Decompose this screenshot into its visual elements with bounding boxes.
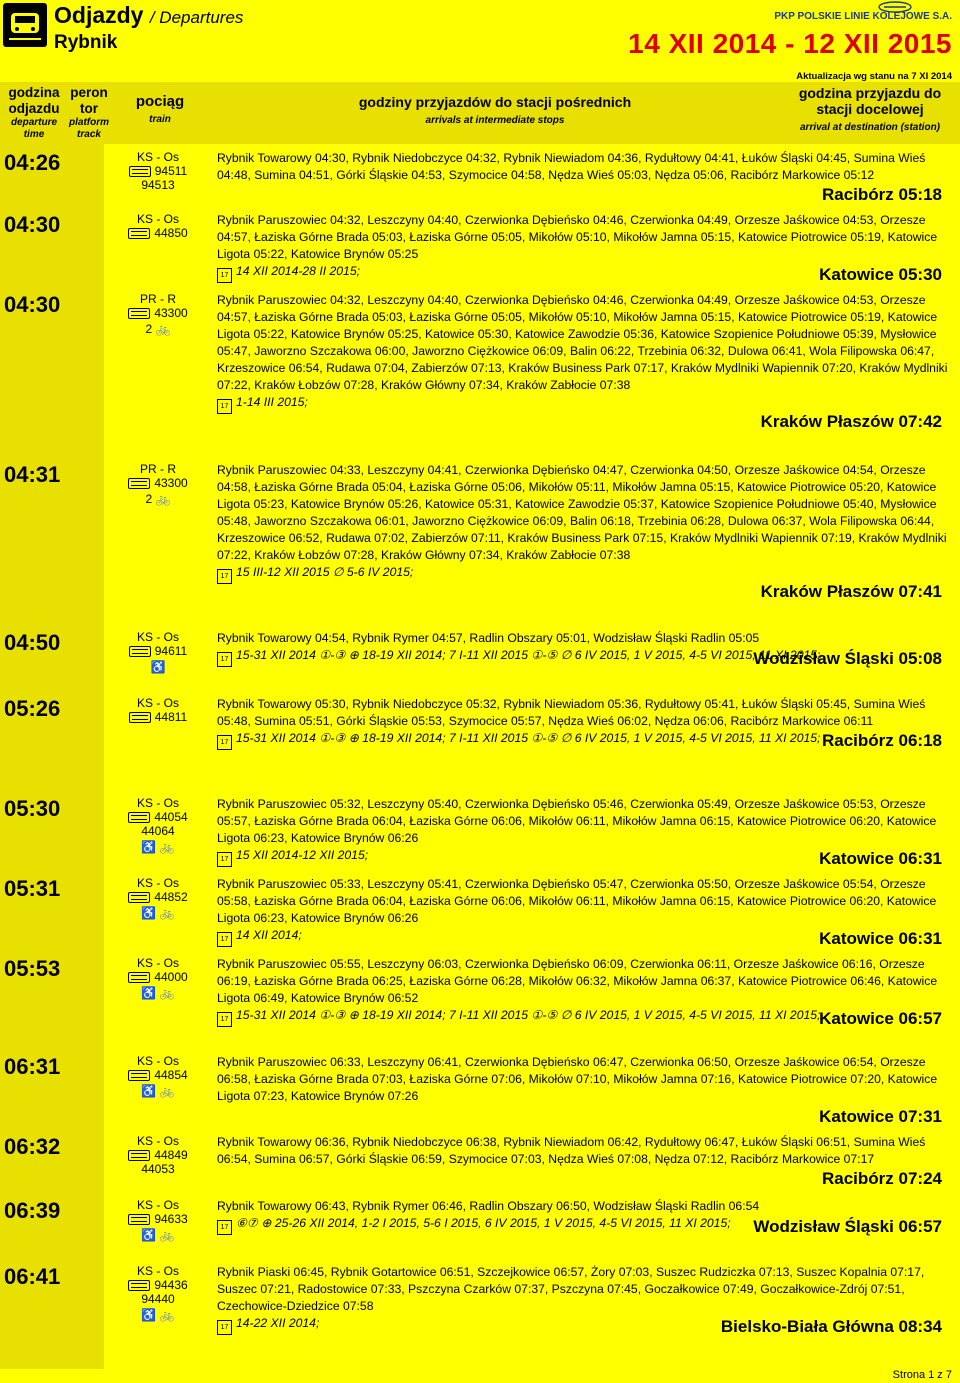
train-info xyxy=(106,956,210,1000)
departure-time: 06:41 xyxy=(4,1264,61,1289)
calendar-icon: 17 xyxy=(217,735,232,750)
stops-text: Rybnik Towarowy 06:43, Rybnik Rymer 06:46, Radlin Obszary 06:50, Wodzisław Śląski Radlin 06:54 xyxy=(217,1199,760,1213)
destination-arrival: Katowice 07:31 xyxy=(819,1107,942,1126)
stops-text: Rybnik Piaski 06:45, Rybnik Gotartowice 06:51, Szczejkowice 06:57, Żory 07:03, Suszec Rudziczka 07:13, Suszec Kopalnia 07:17, Suszec 07:21, Radostowice 07:33, Pszczyna Czarków 07:37, Pszczyna 07:45, Goczałkowice 07:49, Goczałkowice-Zdrój 07:51, Czechowice-Dziedzice 07:58 xyxy=(217,1265,925,1313)
stops-text: Rybnik Paruszowiec 04:32, Leszczyny 04:40, Czerwionka Dębieńsko 04:46, Czerwionka 04:49, Orzesze Jaśkowice 04:53, Orzesze 04:57, Łaziska Górne Brada 05:03, Łaziska Górne 05:05, Mikołów 05:10, Mikołów Jamna 05:15, Katowice Piotrowice 05:19, Katowice Ligota 05:22, Katowice Brynów 05:25 xyxy=(217,213,938,261)
stops-text: Rybnik Towarowy 06:36, Rybnik Niedobczyce 06:38, Rybnik Niewiadom 06:42, Rydułtowy 06:47, Łuków Śląski 06:51, Sumina Wieś 06:54, Sumina 06:57, Górki Śląskie 06:59, Szymocice 07:03, Nędza Wieś 07:08, Nędza 07:12, Racibórz Markowice 07:17 xyxy=(217,1135,926,1166)
train-info xyxy=(106,462,210,506)
departure-column-band xyxy=(0,144,104,1369)
intermediate-stops xyxy=(217,696,952,750)
train-icon xyxy=(128,478,150,489)
train-category: KS - Os xyxy=(136,1054,179,1068)
intermediate-stops xyxy=(217,1198,952,1235)
train-info xyxy=(106,292,210,336)
train-category: KS - Os xyxy=(136,630,179,644)
train-info xyxy=(106,796,210,854)
departure-time: 06:32 xyxy=(4,1134,61,1159)
stops-text: Rybnik Paruszowiec 04:32, Leszczyny 04:40, Czerwionka Dębieńsko 04:46, Czerwionka 04:49, Orzesze Jaśkowice 04:53, Orzesze 04:57, Łaziska Górne Brada 05:03, Łaziska Górne 05:05, Mikołów 05:10, Mikołów Jamna 05:15, Katowice Piotrowice 05:19, Katowice Ligota 05:22, Katowice Brynów 05:25, Katowice 05:30, Katowice Zawodzie 05:36, Katowice Szopienice Południowe 05:39, Mysłowice 05:47, Jaworzno Szczakowa 06:00, Jaworzno Ciężkowice 06:09, Balin 06:22, Trzebinia 06:32, Dulowa 06:41, Wola Filipowska 06:47, Krzeszowice 06:54, Rudawa 07:04, Zabierzów 07:13, Kraków Business Park 07:17, Kraków Mydlniki Wapiennik 07:20, Kraków Mydlniki 07:22, Kraków Łobzów 07:28, Kraków Główny 07:34, Kraków Zabłocie 07:38 xyxy=(217,293,948,392)
amenity-icons: ♿ 🚲 xyxy=(141,1084,175,1098)
train-number: 44852 xyxy=(154,890,188,904)
destination-arrival: Racibórz 05:18 xyxy=(822,185,942,204)
train-info xyxy=(106,150,210,194)
validity-note: 17 ⑥⑦ ⊕ 25-26 XII 2014, 1-2 I 2015, 5-6 I 2015, 6 IV 2015, 1 V 2015, 4-5 VI 2015, 11 XI 2015; xyxy=(217,1215,952,1235)
destination-arrival: Kraków Płaszów 07:42 xyxy=(760,412,942,431)
train-number: 43300 xyxy=(154,476,188,490)
validity-note: 17 15 III-12 XII 2015 ∅ 5-6 IV 2015; xyxy=(217,564,952,584)
calendar-icon: 17 xyxy=(217,652,232,667)
train-icon xyxy=(128,1070,150,1081)
stops-text: Rybnik Towarowy 04:54, Rybnik Rymer 04:57, Radlin Obszary 05:01, Wodzisław Śląski Radlin 05:05 xyxy=(217,631,760,645)
train-icon xyxy=(128,1214,150,1225)
train-number-2: 94513 xyxy=(141,178,175,192)
validity-note: 17 14 XII 2014; xyxy=(217,927,952,947)
departure-time: 04:30 xyxy=(4,292,61,317)
col-train: pociąg train xyxy=(135,93,185,125)
train-category: PR - R xyxy=(140,462,176,476)
intermediate-stops xyxy=(217,630,952,667)
stops-text: Rybnik Paruszowiec 04:33, Leszczyny 04:41, Czerwionka Dębieńsko 04:47, Czerwionka 04:50, Orzesze Jaśkowice 04:54, Orzesze 04:58, Łaziska Górne Brada 05:04, Łaziska Górne 05:06, Mikołów 05:11, Mikołów Jamna 05:15, Katowice Piotrowice 05:20, Katowice Ligota 05:23, Katowice Brynów 05:26, Katowice 05:31, Katowice Zawodzie 05:37, Katowice Szopienice Południowe 05:40, Mysłowice 05:48, Jaworzno Szczakowa 06:01, Jaworzno Ciężkowice 06:09, Balin 06:18, Trzebinia 06:28, Dulowa 06:37, Wola Filipowska 06:44, Krzeszowice 06:52, Rudawa 07:02, Zabierzów 07:11, Kraków Business Park 07:15, Kraków Mydlniki Wapiennik 07:19, Kraków Mydlniki 07:22, Kraków Łobzów 07:28, Kraków Główny 07:34, Kraków Zabłocie 07:38 xyxy=(217,463,947,562)
destination-arrival: Wodzisław Śląski 06:57 xyxy=(753,1217,942,1236)
train-icon xyxy=(128,1280,150,1291)
intermediate-stops xyxy=(217,150,952,204)
validity-note: 17 1-14 III 2015; xyxy=(217,394,952,414)
intermediate-stops xyxy=(217,876,952,947)
destination-arrival: Racibórz 07:24 xyxy=(822,1169,942,1188)
departure-time: 05:26 xyxy=(4,696,61,721)
destination-arrival: Racibórz 06:18 xyxy=(822,731,942,750)
departure-time: 04:30 xyxy=(4,212,61,237)
calendar-icon: 17 xyxy=(217,932,232,947)
destination-arrival: Katowice 05:30 xyxy=(819,265,942,284)
destination-arrival: Bielsko-Biała Główna 08:34 xyxy=(720,1317,942,1336)
train-number: 43300 xyxy=(154,306,188,320)
train-info xyxy=(106,630,210,674)
intermediate-stops xyxy=(217,956,952,1027)
train-info xyxy=(106,876,210,920)
amenity-icons: ♿ 🚲 xyxy=(141,906,175,920)
train-icon xyxy=(129,646,151,657)
train-number: 94511 xyxy=(154,164,188,178)
train-icon xyxy=(128,972,150,983)
page-number: Strona 1 z 7 xyxy=(892,1369,952,1381)
train-info xyxy=(106,212,210,242)
train-icon xyxy=(128,892,150,903)
calendar-icon: 17 xyxy=(217,569,232,584)
train-number: 44054 xyxy=(154,810,188,824)
amenity-icons: ♿ 🚲 xyxy=(141,1228,175,1242)
departure-time: 06:31 xyxy=(4,1054,61,1079)
stops-text: Rybnik Towarowy 04:30, Rybnik Niedobczyce 04:32, Rybnik Niewiadom 04:36, Rydułtowy 04:41, Łuków Śląski 04:45, Sumina Wieś 04:48, Sumina 04:51, Górki Śląskie 04:53, Szymocice 04:58, Nędza Wieś 05:03, Nędza 05:06, Racibórz Markowice 05:12 xyxy=(217,151,926,182)
calendar-icon: 17 xyxy=(217,1320,232,1335)
station-name: Rybnik xyxy=(54,32,118,53)
update-note: Aktualizacja wg stanu na 7 XI 2014 xyxy=(796,71,952,82)
train-info xyxy=(106,1264,210,1322)
train-logo-icon xyxy=(3,3,47,47)
train-icon xyxy=(128,228,150,239)
train-info xyxy=(106,696,210,726)
departure-time: 04:31 xyxy=(4,462,61,487)
train-number: 44854 xyxy=(154,1068,188,1082)
validity-note: 17 15-31 XII 2014 ①-③ ⊕ 18-19 XII 2014; 7 I-11 XII 2015 ①-⑤ ∅ 6 IV 2015, 1 V 2015, 4-5 VI 2015, 11 XI 2015; xyxy=(217,647,952,667)
page-title: Odjazdy / Departures xyxy=(54,2,244,28)
stops-text: Rybnik Paruszowiec 06:33, Leszczyny 06:41, Czerwionka Dębieńsko 06:47, Czerwionka 06:50, Orzesze Jaśkowice 06:54, Orzesze 06:58, Łaziska Górne Brada 07:03, Łaziska Górne 07:06, Mikołów 07:10, Mikołów Jamna 07:16, Katowice Piotrowice 07:20, Katowice Ligota 07:23, Katowice Brynów 07:26 xyxy=(217,1055,938,1103)
train-number: 44000 xyxy=(154,970,188,984)
departure-time: 04:26 xyxy=(4,150,61,175)
departure-time: 04:50 xyxy=(4,630,61,655)
intermediate-stops xyxy=(217,1054,952,1126)
train-number: 94611 xyxy=(154,644,188,658)
train-category: KS - Os xyxy=(136,796,179,810)
validity-note: 17 15-31 XII 2014 ①-③ ⊕ 18-19 XII 2014; 7 I-11 XII 2015 ①-⑤ ∅ 6 IV 2015, 1 V 2015, 4-5 VI 2015, 11 XI 2015; xyxy=(217,730,952,750)
train-number-2: 94440 xyxy=(141,1292,175,1306)
amenity-icons: ♿ 🚲 xyxy=(141,1308,175,1322)
train-number: 44849 xyxy=(154,1148,188,1162)
train-info xyxy=(106,1198,210,1242)
departure-time: 06:39 xyxy=(4,1198,61,1223)
train-category: PR - R xyxy=(140,292,176,306)
train-number: 44850 xyxy=(154,226,188,240)
intermediate-stops xyxy=(217,796,952,867)
departure-time: 05:30 xyxy=(4,796,61,821)
train-category: KS - Os xyxy=(136,150,179,164)
train-category: KS - Os xyxy=(136,1264,179,1278)
train-icon xyxy=(129,166,151,177)
intermediate-stops xyxy=(217,292,952,431)
train-number: 44811 xyxy=(154,710,188,724)
train-number-2: 44053 xyxy=(141,1162,175,1176)
train-number: 94436 xyxy=(154,1278,188,1292)
train-number: 94633 xyxy=(154,1212,188,1226)
train-icon xyxy=(128,812,150,823)
col-destination: godzina przyjazdu do stacji docelowej arrival at destination (station) xyxy=(798,85,942,133)
destination-arrival: Wodzisław Śląski 05:08 xyxy=(753,649,942,668)
train-info xyxy=(106,1054,210,1098)
amenity-icons: ♿ 🚲 xyxy=(141,986,175,1000)
train-icon xyxy=(129,712,151,723)
validity-note: 17 14 XII 2014-28 II 2015; xyxy=(217,263,952,283)
calendar-icon: 17 xyxy=(217,399,232,414)
stops-text: Rybnik Paruszowiec 05:32, Leszczyny 05:40, Czerwionka Dębieńsko 05:46, Czerwionka 05:49, Orzesze Jaśkowice 05:53, Orzesze 05:57, Łaziska Górne Brada 06:04, Łaziska Górne 06:06, Mikołów 06:11, Mikołów Jamna 06:15, Katowice Piotrowice 06:20, Katowice Ligota 06:23, Katowice Brynów 06:26 xyxy=(217,797,937,845)
departure-time: 05:31 xyxy=(4,876,61,901)
train-number-2: 44064 xyxy=(141,824,175,838)
amenity-icons: ♿ 🚲 xyxy=(141,840,175,854)
train-info xyxy=(106,1134,210,1178)
amenity-icons: ♿ xyxy=(150,660,166,674)
calendar-icon: 17 xyxy=(217,268,232,283)
train-category: KS - Os xyxy=(136,876,179,890)
train-icon xyxy=(128,1150,150,1161)
destination-arrival: Kraków Płaszów 07:41 xyxy=(760,582,942,601)
calendar-icon: 17 xyxy=(217,1012,232,1027)
stops-text: Rybnik Paruszowiec 05:33, Leszczyny 05:41, Czerwionka Dębieńsko 05:47, Czerwionka 05:50, Orzesze Jaśkowice 05:54, Orzesze 05:58, Łaziska Górne Brada 06:04, Łaziska Górne 06:06, Mikołów 06:11, Mikołów Jamna 06:15, Katowice Piotrowice 06:20, Katowice Ligota 06:23, Katowice Brynów 06:26 xyxy=(217,877,937,925)
col-stops: godziny przyjazdów do stacji pośrednich arrivals at intermediate stops xyxy=(358,94,632,126)
validity-note: 17 14-22 XII 2014; xyxy=(217,1315,952,1335)
calendar-icon: 17 xyxy=(217,852,232,867)
train-category: KS - Os xyxy=(136,956,179,970)
destination-arrival: Katowice 06:31 xyxy=(819,929,942,948)
validity-note: 17 15-31 XII 2014 ①-③ ⊕ 18-19 XII 2014; 7 I-11 XII 2015 ①-⑤ ∅ 6 IV 2015, 1 V 2015, 4-5 VI 2015, 11 XI 2015; xyxy=(217,1007,952,1027)
stops-text: Rybnik Towarowy 05:30, Rybnik Niedobczyce 05:32, Rybnik Niewiadom 05:36, Rydułtowy 05:41, Łuków Śląski 05:45, Sumina Wieś 05:48, Sumina 05:51, Górki Śląskie 05:53, Szymocice 05:57, Nędza Wieś 06:02, Nędza 06:06, Racibórz Markowice 06:11 xyxy=(217,697,926,728)
intermediate-stops xyxy=(217,462,952,601)
intermediate-stops xyxy=(217,212,952,283)
train-icon xyxy=(128,308,150,319)
operator-name: PKP POLSKIE LINIE KOLEJOWE S.A. xyxy=(774,11,952,22)
validity-dates: 14 XII 2014 - 12 XII 2015 xyxy=(628,28,952,59)
train-category: KS - Os xyxy=(136,1198,179,1212)
calendar-icon: 17 xyxy=(217,1220,232,1235)
amenity-icons: 2 🚲 xyxy=(145,322,171,336)
validity-note: 17 15 XII 2014-12 XII 2015; xyxy=(217,847,952,867)
train-category: KS - Os xyxy=(136,696,179,710)
amenity-icons: 2 🚲 xyxy=(145,492,171,506)
train-category: KS - Os xyxy=(136,1134,179,1148)
col-track: peron tor platform track xyxy=(69,85,109,140)
destination-arrival: Katowice 06:31 xyxy=(819,849,942,868)
intermediate-stops xyxy=(217,1264,952,1335)
destination-arrival: Katowice 06:57 xyxy=(819,1009,942,1028)
train-category: KS - Os xyxy=(136,212,179,226)
col-departure: godzina odjazdu departure time xyxy=(8,85,60,140)
stops-text: Rybnik Paruszowiec 05:55, Leszczyny 06:03, Czerwionka Dębieńsko 06:09, Czerwionka 06:11, Orzesze Jaśkowice 06:16, Orzesze 06:19, Łaziska Górne Brada 06:25, Łaziska Górne 06:28, Mikołów 06:32, Mikołów Jamna 06:37, Katowice Piotrowice 06:46, Katowice Ligota 06:49, Katowice Brynów 06:52 xyxy=(217,957,938,1005)
departure-time: 05:53 xyxy=(4,956,61,981)
intermediate-stops xyxy=(217,1134,952,1188)
header xyxy=(0,0,960,70)
column-header xyxy=(0,82,960,144)
